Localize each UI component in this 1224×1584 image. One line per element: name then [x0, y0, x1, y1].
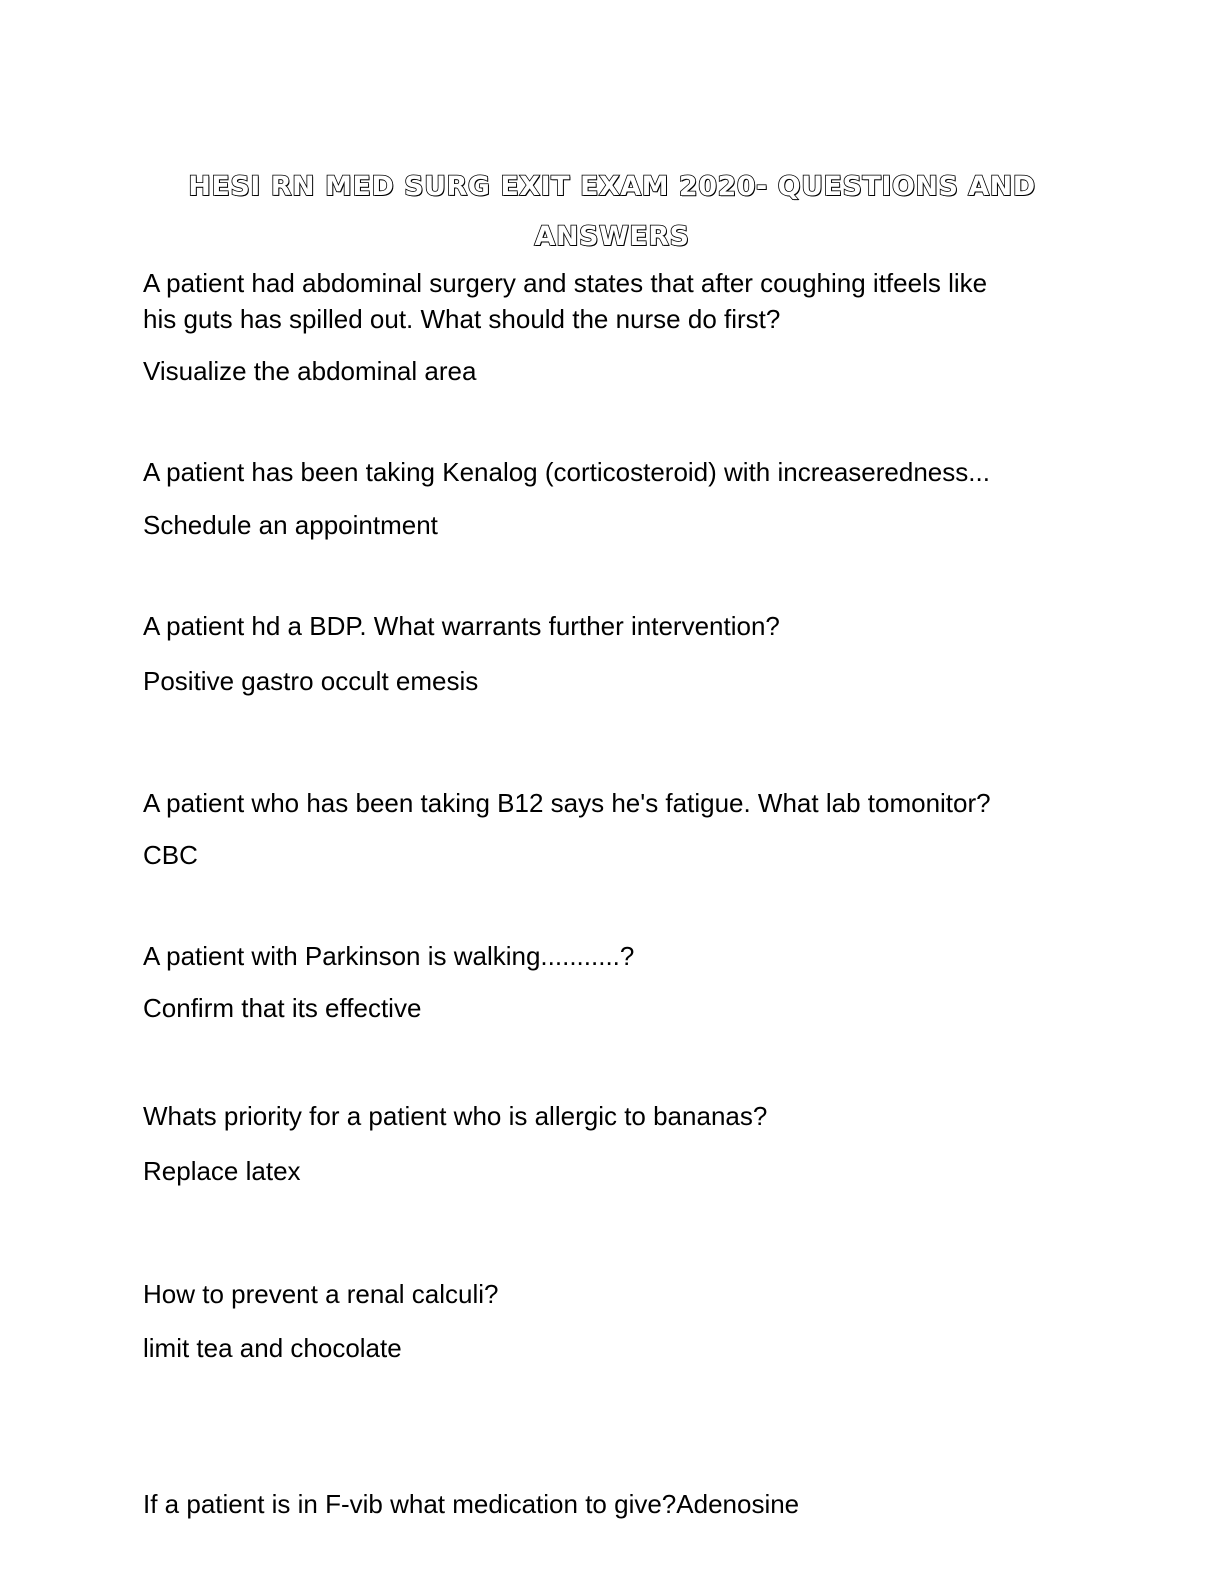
answer-3: Positive gastro occult emesis — [143, 666, 479, 696]
answer-2: Schedule an appointment — [143, 510, 438, 540]
answer-1: Visualize the abdominal area — [143, 356, 477, 386]
question-7: How to prevent a renal calculi? — [143, 1279, 499, 1309]
question-5: A patient with Parkinson is walking...........? — [143, 941, 635, 971]
question-3: A patient hd a BDP. What warrants further intervention? — [143, 611, 780, 641]
document-title-line-2: ANSWERS — [534, 221, 690, 252]
answer-5: Confirm that its effective — [143, 993, 422, 1023]
answer-7: limit tea and chocolate — [143, 1333, 402, 1363]
question-1-line-2: his guts has spilled out. What should the nurse do first? — [143, 304, 781, 334]
question-2: A patient has been taking Kenalog (corticosteroid) with increaseredness... — [143, 457, 990, 487]
question-1-line-1: A patient had abdominal surgery and states that after coughing itfeels like — [143, 268, 988, 298]
question-4: A patient who has been taking B12 says he's fatigue. What lab tomonitor? — [143, 788, 991, 818]
document-title-line-1: HESI RN MED SURG EXIT EXAM 2020- QUESTIONS AND — [188, 171, 1036, 202]
answer-6: Replace latex — [143, 1156, 301, 1186]
question-8: If a patient is in F-vib what medication to give?Adenosine — [143, 1489, 800, 1519]
answer-4: CBC — [143, 840, 198, 870]
question-6: Whats priority for a patient who is allergic to bananas? — [143, 1101, 768, 1131]
